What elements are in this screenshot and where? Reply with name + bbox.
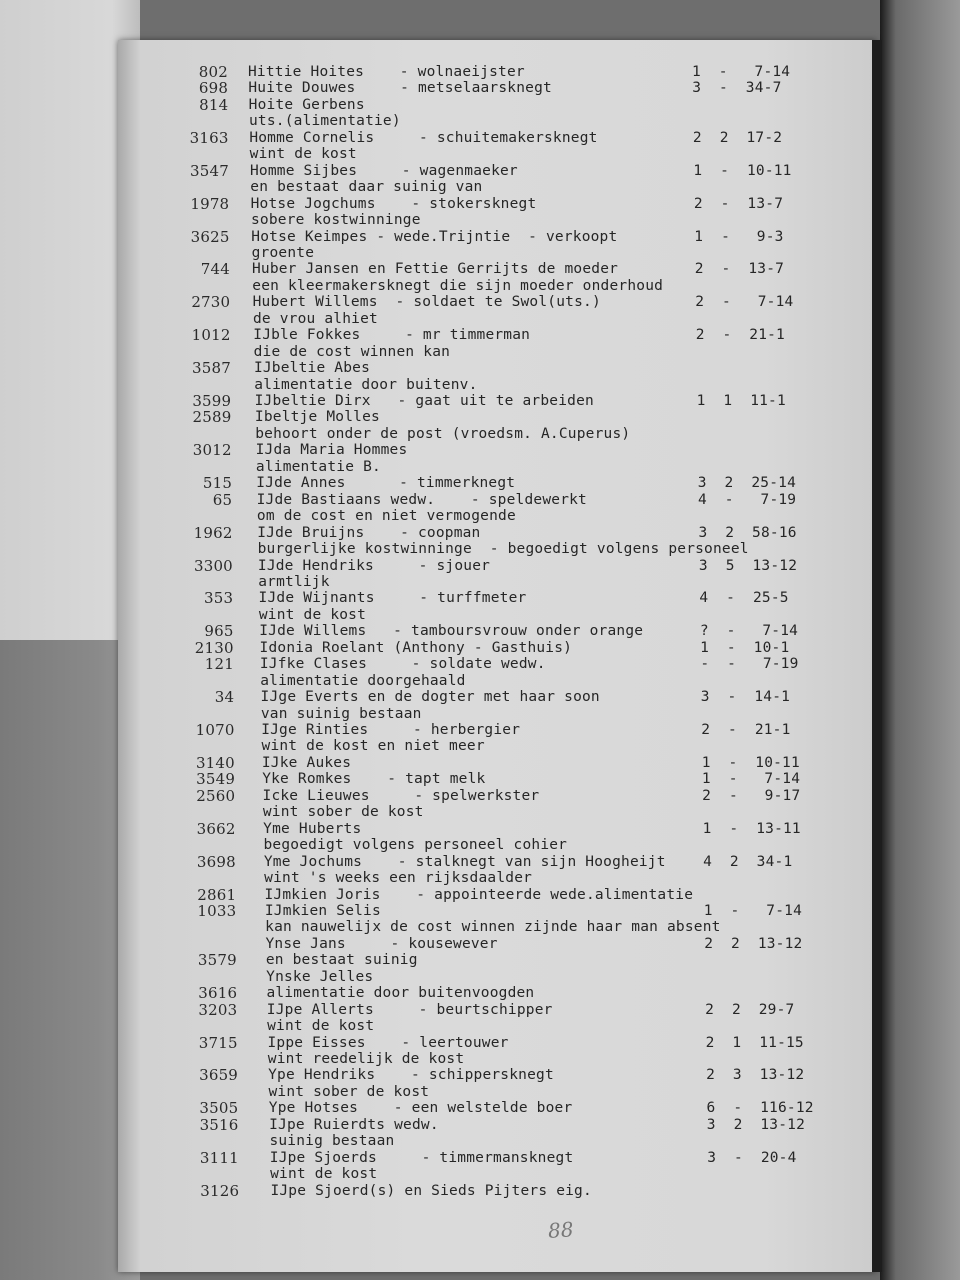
entry-text: Ype Hotses - een welstelde boer [268, 1100, 573, 1117]
entry-number: 3505 [199, 1099, 239, 1118]
entry-tally: 1 - 10-1 [700, 639, 790, 656]
entry-text: wint sober de kost [262, 804, 424, 821]
entry-number: 802 [198, 63, 228, 81]
entry-text: Homme Sijbes - wagenmaeker [249, 162, 518, 179]
entry-tally: 2 - 21-1 [695, 327, 785, 344]
entry-tally: 2 2 13-12 [704, 935, 803, 952]
entry-text: wint sober de kost [268, 1083, 430, 1100]
entry-text: kan nauwelijx de cost winnen zijnde haar man absent [265, 919, 721, 936]
entry-tally: 3 2 58-16 [698, 524, 797, 541]
entry-text: van suinig bestaan [260, 705, 422, 722]
entry-number: 3599 [192, 392, 232, 410]
entry-number: 965 [204, 622, 234, 641]
entry-text: wint de kost [270, 1166, 378, 1183]
entry-number: 3659 [199, 1066, 239, 1085]
entry-text: IJde Annes - timmerknegt [256, 475, 516, 492]
entry-number: 3715 [198, 1033, 238, 1052]
entry-text: om de cost en niet vermogende [256, 508, 516, 525]
entry-text: Yme Huberts [263, 820, 362, 837]
entry-number: 814 [199, 95, 229, 114]
entry-number: 3111 [199, 1148, 239, 1167]
entry-tally: 1 1 11-1 [696, 393, 786, 409]
entry-text: IJpe Sjoerd(s) en Sieds Pijters eig. [270, 1182, 592, 1199]
entry-text: begoedigt volgens personeel cohier [263, 837, 568, 854]
entry-tally: 4 - 25-5 [699, 590, 789, 607]
entry-text: IJge Everts en de dogter met haar soon [260, 689, 600, 706]
entry-text: IJde Wijnants - turffmeter [258, 590, 527, 607]
page-number: 88 [547, 1217, 575, 1243]
entry-tally: 3 5 13-12 [698, 557, 798, 574]
entry-number: 3579 [197, 951, 237, 970]
entry-text: Icke Lieuwes - spelwerkster [262, 787, 540, 804]
entry-text: Ippe Eisses - leertouwer [267, 1034, 509, 1051]
entry-text: alimentatie B. [255, 458, 381, 475]
entry-tally: ? - 7-14 [699, 623, 799, 640]
entry-tally: 2 - 13-7 [693, 195, 784, 212]
entry-tally: 3 - 34-7 [692, 80, 782, 97]
entry-text: IJfke Clases - soldate wedw. [259, 656, 546, 673]
entry-number: 34 [214, 688, 235, 707]
entry-text: IJde Hendriks - sjouer [257, 557, 491, 574]
entry-tally: - - 7-19 [700, 656, 799, 673]
entry-tally: 2 - 9-17 [702, 787, 801, 804]
entry-text: Yke Romkes - tapt melk [262, 771, 486, 788]
entry-text: Ype Hendriks - schippersknegt [268, 1067, 554, 1084]
entry-number: 3587 [191, 359, 231, 378]
entry-number: 1033 [197, 901, 237, 920]
entry-text: wint reedelijk de kost [267, 1051, 465, 1067]
entry-text: de vrou alhiet [252, 310, 378, 327]
entry-text: IJke Aukes [261, 754, 352, 771]
entry-text: IJble Fokkes - mr timmerman [253, 327, 531, 344]
entry-number: 3616 [198, 984, 238, 1003]
entry-text: IJge Rinties - herbergier [261, 722, 521, 738]
entry-number: 3625 [190, 227, 230, 246]
entry-number: 2589 [192, 408, 232, 427]
entry-text: wint de kost [249, 146, 357, 163]
entry-number: 3300 [193, 556, 233, 575]
entry-text: Homme Cornelis - schuitemakersknegt [249, 129, 598, 146]
entry-text: IJmkien Selis [264, 902, 381, 919]
entry-text: IJda Maria Hommes [255, 442, 408, 459]
entry-number: 2130 [194, 638, 234, 657]
entry-tally: 2 - 13-7 [694, 261, 785, 278]
entry-number: 353 [204, 589, 234, 608]
entry-text: die de cost winnen kan [253, 343, 451, 360]
entry-tally: 2 2 17-2 [692, 129, 783, 146]
entry-tally: 2 - 21-1 [701, 722, 791, 738]
entry-text: Ynse Jans - kousewever [265, 935, 498, 952]
entry-tally: 1 - 7-14 [701, 771, 801, 788]
entry-text: en bestaat suinig [265, 952, 418, 969]
entry-number: 1070 [195, 721, 235, 739]
entry-text: en bestaat daar suinig van [250, 179, 483, 196]
entry-tally: 3 - 20-4 [707, 1149, 797, 1166]
entry-text: behoort onder de post (vroedsm. A.Cuperus) [255, 425, 631, 442]
entry-number: 3163 [189, 128, 229, 147]
entry-number: 3547 [190, 161, 229, 180]
entry-text: IJde Bruijns - coopman [257, 524, 481, 541]
entry-text: Ibeltje Molles [254, 409, 380, 426]
entry-text: IJbeltie Dirx - gaat uit te arbeiden [254, 393, 594, 409]
entry-tally: 1 - 7-14 [692, 64, 791, 80]
entry-text: suinig bestaan [269, 1133, 395, 1150]
entry-text: Hoite Gerbens [248, 96, 365, 113]
entry-text: alimentatie doorgehaald [260, 672, 466, 689]
entry-number: 3203 [198, 1000, 238, 1019]
entry-number: 2560 [196, 786, 236, 805]
entry-text: IJmkien Joris - appointeerde wede.alimentatie [264, 886, 694, 903]
entry-text: Yme Jochums - stalknegt van sijn Hoogheijt [263, 853, 666, 870]
entry-text: armtlijk [258, 573, 330, 590]
entry-text: Hotse Jogchums - stokersknegt [250, 195, 537, 212]
entry-number: 515 [202, 474, 233, 493]
entry-text: groente [251, 244, 315, 261]
entry-text: Idonia Roelant (Anthony - Gasthuis) [259, 639, 573, 656]
entry-tally: 1 - 10-11 [693, 162, 792, 179]
entry-number: 744 [200, 260, 230, 279]
entry-tally: 6 - 116-12 [706, 1100, 814, 1117]
entry-text: Huite Douwes - metselaarsknegt [248, 80, 552, 97]
entry-text: Hubert Willems - soldaet te Swol(uts.) [252, 294, 601, 311]
entry-tally: 1 - 7-14 [703, 902, 802, 919]
entry-number: 3662 [196, 819, 236, 838]
entry-text: wint de kost en niet meer [261, 738, 485, 755]
entry-text: IJpe Allerts - beurtschipper [266, 1001, 553, 1018]
entry-number: 3516 [199, 1115, 239, 1134]
entry-text: Hotse Keimpes - wede.Trijntie - verkoopt [251, 228, 618, 245]
entry-number: 3549 [196, 770, 236, 789]
entry-tally: 4 2 34-1 [703, 853, 793, 870]
entry-number: 1962 [193, 523, 233, 542]
entry-text: alimentatie door buitenvoogden [266, 985, 535, 1002]
entry-text: Huber Jansen en Fettie Gerrijts de moeder [251, 261, 619, 278]
entry-number: 121 [204, 655, 234, 674]
entry-text: wint 's weeks een rijksdaalder [264, 870, 533, 887]
entry-number: 3140 [195, 753, 235, 772]
entry-tally: 1 - 10-11 [701, 754, 800, 771]
entry-text: wint de kost [267, 1018, 375, 1035]
entry-text: burgerlijke kostwinninge - begoedigt volgens personeel [257, 541, 749, 558]
entry-tally: 4 - 7-19 [698, 491, 797, 508]
entry-text: sobere kostwinninge [250, 212, 421, 229]
entry-number: 2730 [191, 293, 231, 312]
entry-text: IJbeltie Abes [253, 360, 371, 377]
entry-number: 3698 [196, 852, 236, 871]
entry-number: 2861 [197, 885, 237, 904]
entry-text: uts.(alimentatie) [248, 113, 401, 130]
entry-text: IJpe Sjoerds - timmermansknegt [269, 1149, 574, 1166]
entry-number: 1978 [190, 194, 230, 213]
entry-text: een kleermakersknegt die sijn moeder onderhoud [252, 277, 664, 294]
entry-tally: 1 - 13-11 [702, 820, 801, 837]
entry-tally: 2 1 11-15 [705, 1034, 804, 1051]
entry-text: Hittie Hoites - wolnaeijster [248, 64, 525, 80]
entry-tally: 1 - 9-3 [694, 228, 784, 245]
entry-tally: 2 2 29-7 [705, 1001, 795, 1018]
entry-number: 1012 [191, 326, 231, 345]
entry-text: IJde Bastiaans wedw. - speldewerkt [256, 491, 587, 508]
entry-text: Ynske Jelles [266, 968, 374, 985]
entry-tally: 2 - 7-14 [695, 294, 794, 311]
entry-tally: 3 2 13-12 [706, 1116, 806, 1133]
entry-tally: 3 2 25-14 [697, 475, 796, 492]
entry-number: 3012 [192, 441, 232, 460]
entry-number: 698 [198, 79, 229, 98]
entry-text: wint de kost [258, 606, 367, 623]
entry-tally: 2 3 13-12 [706, 1067, 805, 1084]
entry-text: alimentatie door buitenv. [254, 376, 478, 393]
entry-text: IJpe Ruierdts wedw. [269, 1116, 439, 1133]
entry-number: 65 [212, 490, 233, 509]
entry-tally: 3 - 14-1 [700, 689, 791, 706]
entry-number: 3126 [200, 1181, 240, 1200]
entry-text: IJde Willems - tamboursvrouw onder orange [259, 623, 644, 640]
